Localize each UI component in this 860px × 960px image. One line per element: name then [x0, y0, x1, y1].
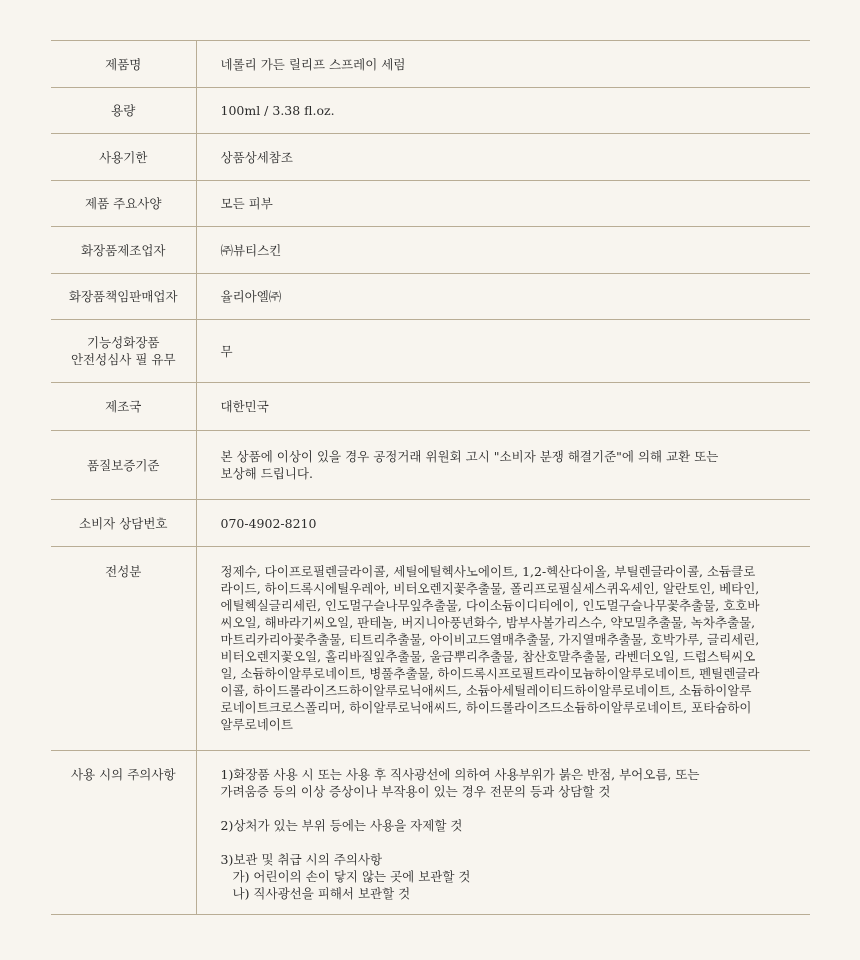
ingredients-line: 라이드, 하이드록시에틸우레아, 비터오렌지꽃추출물, 폴리프로필실세스퀴옥세인, 알란토인, 베타인, [220, 581, 760, 596]
caution-subitem: 나) 직사광선을 피해서 보관할 것 [232, 886, 411, 901]
label-line: 기능성화장품 [87, 335, 160, 350]
row-value-expiry: 상품상세참조 [196, 134, 810, 181]
table-row [51, 500, 810, 547]
row-label-quality-guarantee: 품질보증기준 [51, 431, 196, 500]
table-row [51, 320, 810, 383]
ingredients-line: 정제수, 다이프로필렌글라이콜, 세틸에틸헥사노에이트, 1,2-헥산다이올, 부틸렌글라이콜, 소듐클로 [220, 564, 756, 579]
row-label-product-name: 제품명 [51, 41, 196, 88]
ingredients-line: 씨오일, 해바라기씨오일, 판테놀, 버지니아풍년화수, 밤부사볼가리스수, 약모밀추출물, 녹차추출물, [220, 615, 756, 630]
row-label-manufacturer: 화장품제조업자 [51, 227, 196, 274]
row-label-volume: 용량 [51, 88, 196, 134]
row-value-cs-number: 070-4902-8210 [196, 500, 810, 547]
row-value-country: 대한민국 [196, 383, 810, 431]
caution-subitem: 가) 어린이의 손이 닿지 않는 곳에 보관할 것 [232, 869, 471, 884]
row-value-manufacturer: ㈜뷰티스킨 [196, 227, 810, 274]
row-value-ingredients [196, 547, 810, 751]
row-value-quality-guarantee [196, 431, 810, 500]
ingredients-line: 이콜, 하이드롤라이즈드하이알루로닉애씨드, 소듐아세틸레이티드하이알루로네이트, 소듐하이알루 [220, 683, 752, 698]
row-label-cs-number: 소비자 상담번호 [51, 500, 196, 547]
row-label-ingredients: 전성분 [51, 547, 196, 751]
row-label-functional-review [51, 320, 196, 383]
table-row [51, 88, 810, 134]
row-value-product-name: 네롤리 가든 릴리프 스프레이 세럼 [196, 41, 810, 88]
row-label-distributor: 화장품책임판매업자 [51, 274, 196, 320]
ingredients-line: 일, 소듐하이알루로네이트, 병풀추출물, 하이드록시프로필트라이모늄하이알루로네이트, 펜틸렌글라 [220, 666, 760, 681]
ingredients-line: 에틸헥실글리세린, 인도멀구슬나무잎추출물, 다이소듐이디티에이, 인도멀구슬나무꽃추출물, 호호바 [220, 598, 760, 613]
value-line: 본 상품에 이상이 있을 경우 공정거래 위원회 고시 "소비자 분쟁 해결기준"에 의해 교환 또는 [220, 449, 719, 464]
row-label-main-spec: 제품 주요사양 [51, 181, 196, 227]
row-value-cautions [196, 751, 810, 915]
table-row [51, 431, 810, 500]
paragraph-gap [221, 834, 785, 851]
row-value-functional-review: 무 [196, 320, 810, 383]
row-value-distributor: 율리아엘㈜ [196, 274, 810, 320]
row-label-country: 제조국 [51, 383, 196, 431]
table-row [51, 227, 810, 274]
ingredients-line: 비터오렌지꽃오일, 홀리바질잎추출물, 울금뿌리추출물, 참산호말추출물, 라벤더오일, 드럽스틱씨오 [220, 649, 756, 664]
table-row [51, 274, 810, 320]
ingredients-line: 로네이트크로스폴리머, 하이알루로닉애씨드, 하이드롤라이즈드소듐하이알루로네이트, 포타슘하이 [220, 700, 752, 715]
table-row [51, 41, 810, 88]
row-label-expiry: 사용기한 [51, 134, 196, 181]
product-info-table [51, 40, 810, 915]
caution-line: 가려움증 등의 이상 증상이나 부작용이 있는 경우 전문의 등과 상담할 것 [220, 784, 611, 799]
table-row [51, 751, 810, 915]
caution-line: 1)화장품 사용 시 또는 사용 후 직사광선에 의하여 사용부위가 붉은 반점, 부어오름, 또는 [220, 767, 700, 782]
row-value-main-spec: 모든 피부 [196, 181, 810, 227]
row-label-cautions: 사용 시의 주의사항 [51, 751, 196, 915]
ingredients-line: 알루로네이트 [220, 717, 293, 732]
label-line: 안전성심사 필 유무 [70, 352, 176, 367]
value-line: 보상해 드립니다. [220, 466, 313, 481]
paragraph-gap [221, 800, 785, 817]
table-row [51, 547, 810, 751]
product-info-sheet [51, 40, 810, 915]
caution-line: 2)상처가 있는 부위 등에는 사용을 자제할 것 [220, 818, 463, 833]
row-value-volume: 100ml / 3.38 fl.oz. [196, 88, 810, 134]
caution-line: 3)보관 및 취급 시의 주의사항 [220, 852, 383, 867]
table-row [51, 134, 810, 181]
ingredients-line: 마트리카리아꽃추출물, 티트리추출물, 아이비고드열매추출물, 가지열매추출물, 호박가루, 글리세린, [220, 632, 760, 647]
table-row [51, 383, 810, 431]
table-row [51, 181, 810, 227]
